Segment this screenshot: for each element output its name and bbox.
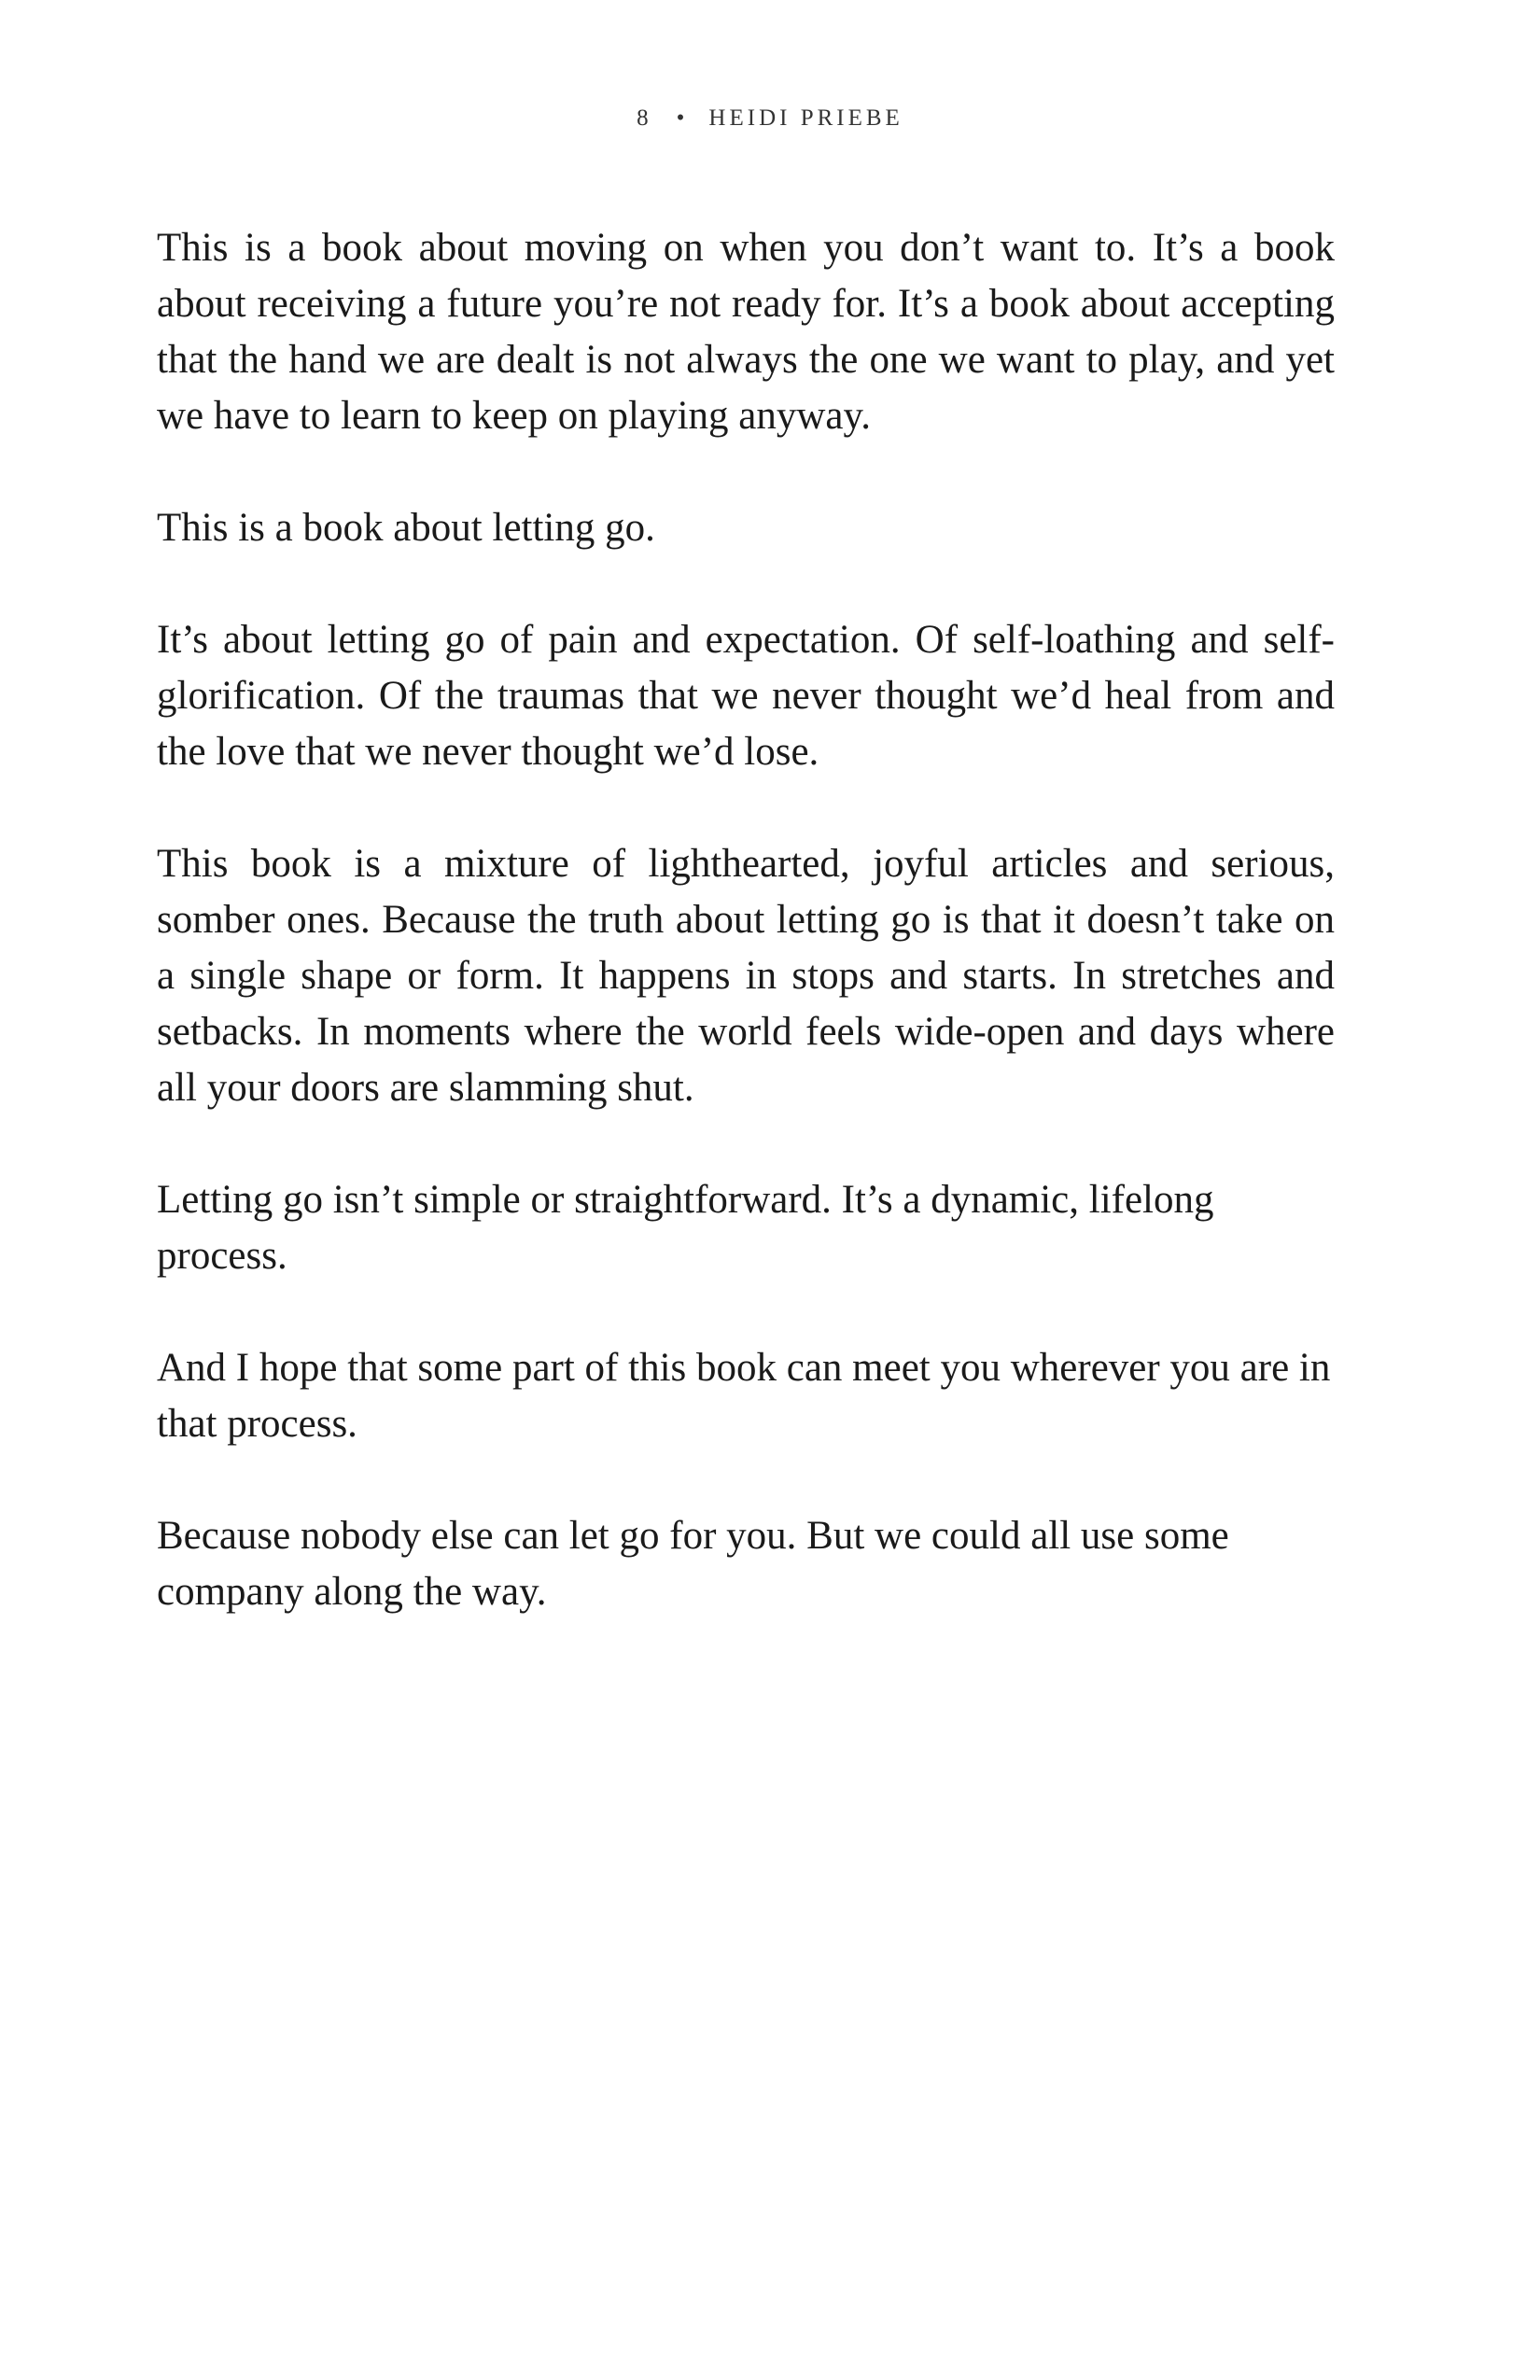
header-separator: • [676,105,685,131]
paragraph-1: This is a book about moving on when you don’t want to. It’s a book about receiving a future you’re not ready for. It’s a book about accepting that the hand we are dealt is not always the one we want to play, and yet we have to learn to keep on playing anyway. [157,226,1335,438]
paragraph-4: This book is a mixture of lighthearted, joyful articles and serious, somber ones. Because the truth about letting go is that it doesn’t take on a single shape or form. It happens in stops and starts. In stretches and setbacks. In moments where the world feels wide-open and days where all your doors are slamming shut. [157,842,1335,1110]
paragraph-5: Letting go isn’t simple or straightforward. It’s a dynamic, lifelong process. [157,1178,1214,1278]
body-text [157,220,1335,1676]
paragraph-6: And I hope that some part of this book can meet you wherever you are in that process. [157,1346,1331,1446]
running-header [0,105,1540,133]
paragraph-7: Because nobody else can let go for you. But we could all use some company along the way. [157,1514,1229,1614]
author-name: HEIDI PRIEBE [708,105,903,131]
page-number: 8 [637,105,652,131]
paragraph-3: It’s about letting go of pain and expectation. Of self-loathing and self-glorification. Of the traumas that we never thought we’d heal from and the love that we never thought we’d lose. [157,618,1335,774]
paragraph-2: This is a book about letting go. [157,506,655,550]
